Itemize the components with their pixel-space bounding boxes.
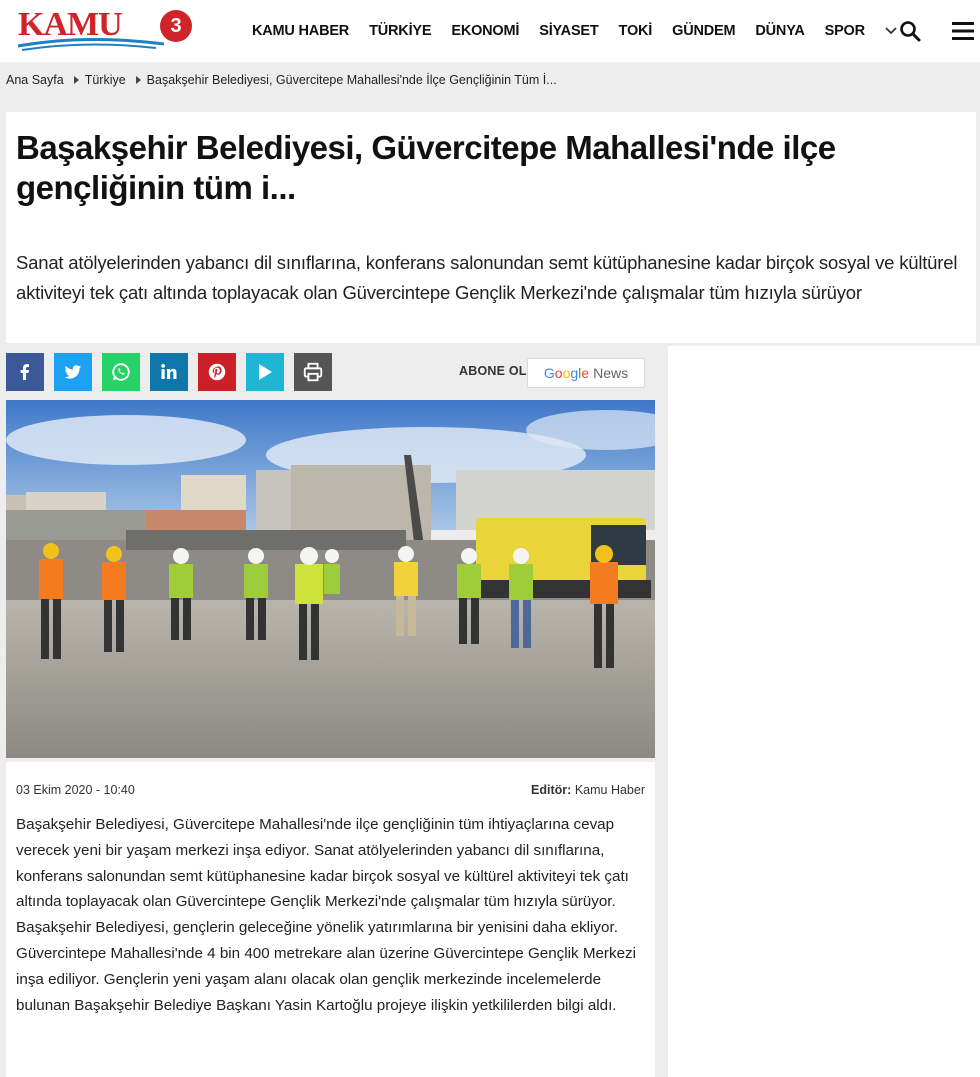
print-icon[interactable]	[294, 353, 332, 391]
breadcrumb-home[interactable]: Ana Sayfa	[6, 73, 64, 87]
nav-item-dunya[interactable]: DÜNYA	[755, 23, 805, 39]
logo-badge: 3	[160, 10, 192, 42]
linkedin-icon[interactable]	[150, 353, 188, 391]
main-nav	[242, 0, 901, 62]
google-news-letter: g	[570, 365, 579, 381]
google-news-button[interactable]	[527, 358, 645, 388]
site-logo[interactable]	[16, 6, 196, 56]
logo-swoosh-icon	[16, 36, 166, 52]
nav-item-toki[interactable]: TOKİ	[618, 23, 653, 39]
site-header	[0, 0, 980, 62]
pinterest-icon[interactable]	[198, 353, 236, 391]
nav-item-turkiye[interactable]: TÜRKİYE	[369, 23, 432, 39]
article-paragraph: Başakşehir Belediyesi, gençlerin geleceğine yönelik yatırımlarına bir yenisini daha ekliyor. Güvercintepe Mahallesi'nde 4 bin 400 metrekare alan üzerine Güvercintepe Gençlik Merkezi inşa ediliyor. Gençlerin yeni yaşam alanı olacak olan gençlik merkezinde incelemelerde bulunan Başakşehir Belediye Başkanı Yasin Kartoğlu projeye ilişkin yetkililerden bilgi aldı.	[16, 919, 637, 1014]
editor-label: Editör:	[531, 783, 572, 797]
nav-item-kamu-haber[interactable]: KAMU HABER	[252, 23, 350, 39]
article-paragraph: Başakşehir Belediyesi, Güvercitepe Mahallesi'nde ilçe gençliğinin tüm ihtiyaçlarına cevap verecek yeni bir yaşam merkezi inşa ediyor. Sanat atölyelerinden yabancı dil sınıflarına, konferans salonundan semt kütüphanesine kadar birçok sosyal ve kültürel aktiviteyi tek çatı altında toplayacak olan Güvercintepe Gençlik Merkezi'nde çalışmalar tüm hızıyla sürüyor.	[16, 816, 629, 911]
editor-info	[531, 783, 645, 797]
whatsapp-icon[interactable]	[102, 353, 140, 391]
google-news-letter: e	[581, 365, 590, 381]
article-header	[6, 112, 976, 343]
google-news-letter: G	[543, 365, 555, 381]
search-icon[interactable]	[898, 19, 922, 43]
hamburger-menu-icon[interactable]	[950, 20, 976, 42]
subscribe-label: ABONE OL	[459, 364, 527, 378]
nav-item-spor[interactable]: SPOR	[824, 23, 865, 39]
breadcrumb-current: Başakşehir Belediyesi, Güvercitepe Mahallesi'nde İlçe Gençliğinin Tüm İ...	[146, 73, 557, 87]
nav-item-gundem[interactable]: GÜNDEM	[672, 23, 736, 39]
sidebar	[668, 346, 980, 1077]
article-photo[interactable]	[6, 400, 655, 758]
article-body	[6, 762, 655, 1077]
publish-date: 03 Ekim 2020 - 10:40	[16, 783, 135, 797]
google-news-text: News	[593, 365, 629, 381]
article-text	[16, 812, 646, 1018]
nav-item-ekonomi[interactable]: EKONOMİ	[451, 23, 520, 39]
breadcrumb-separator-icon	[74, 76, 79, 84]
editor-name[interactable]: Kamu Haber	[574, 783, 645, 797]
play-icon[interactable]	[246, 353, 284, 391]
share-bar	[6, 353, 342, 391]
breadcrumb	[6, 70, 557, 90]
construction-site-photo	[6, 400, 655, 758]
google-news-letter: o	[562, 365, 571, 381]
google-news-letter: o	[554, 365, 563, 381]
breadcrumb-category[interactable]: Türkiye	[84, 73, 126, 87]
google-news-letter: l	[578, 365, 582, 381]
breadcrumb-separator-icon	[136, 76, 141, 84]
twitter-icon[interactable]	[54, 353, 92, 391]
article-summary: Sanat atölyelerinden yabancı dil sınıflarına, konferans salonundan semt kütüphanesine kadar birçok sosyal ve kültürel aktiviteyi tek çatı altında toplayacak olan Güvercintepe Gençlik Merkezi'nde çalışmalar tüm hızıyla sürüyor	[16, 252, 958, 303]
facebook-icon[interactable]	[6, 353, 44, 391]
nav-item-siyaset[interactable]: SİYASET	[539, 23, 599, 39]
article-title: Başakşehir Belediyesi, Güvercitepe Mahallesi'nde ilçe gençliğinin tüm i...	[16, 129, 836, 206]
logo-text: KAMU	[18, 6, 122, 43]
